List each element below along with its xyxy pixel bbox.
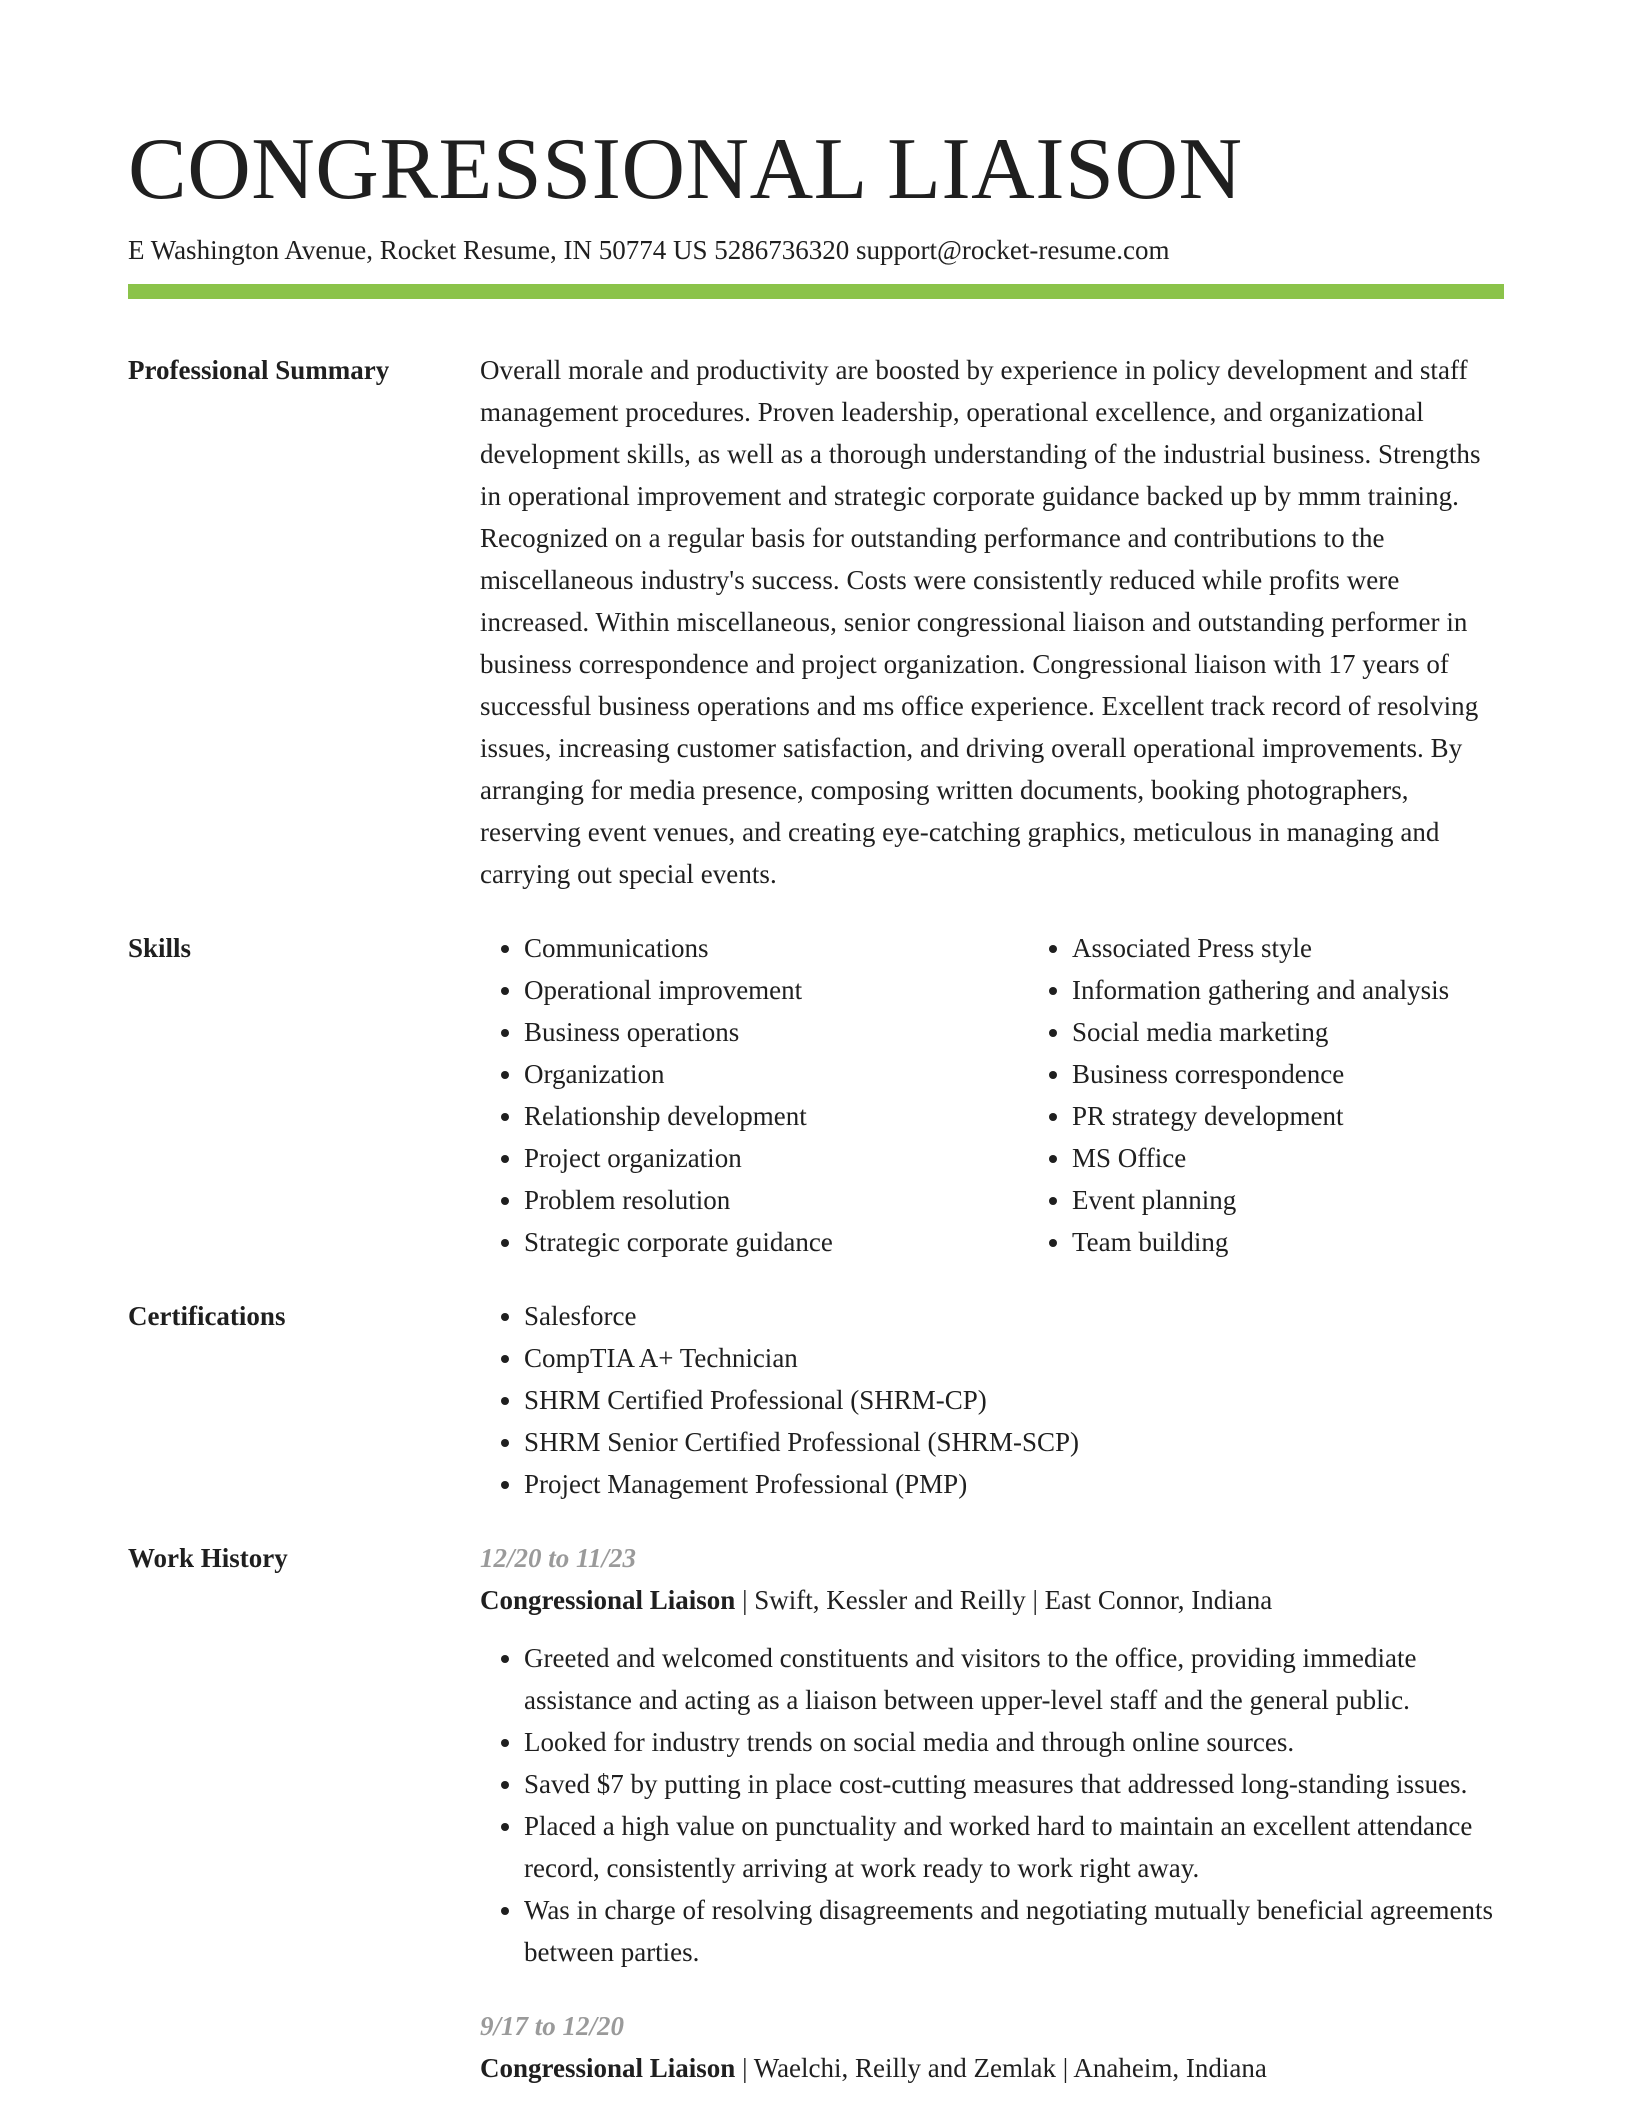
skill-item: • MS Office — [1072, 1137, 1576, 1179]
skill-item: • Strategic corporate guidance — [524, 1221, 1028, 1263]
job-details: | Waelchi, Reilly and Zemlak | Anaheim, Indiana — [735, 2053, 1267, 2083]
skill-item: • PR strategy development — [1072, 1095, 1576, 1137]
job-entry — [480, 1537, 1504, 1973]
job-bullet: • Looked for industry trends on social media and through online sources. — [524, 1721, 1504, 1763]
job-entry — [480, 2005, 1504, 2089]
header-divider — [128, 284, 1504, 299]
resume-page — [128, 118, 1504, 2089]
job-bullets — [480, 1637, 1504, 1973]
job-bullet: • Placed a high value on punctuality and worked hard to maintain an excellent attendance record, consistently arriving at work ready to work right away. — [524, 1805, 1504, 1889]
summary-body — [480, 349, 1504, 895]
skills-columns — [480, 927, 1576, 1263]
skill-item: • Communications — [524, 927, 1028, 969]
job-title-line — [480, 2047, 1504, 2089]
certifications-list — [480, 1295, 1504, 1505]
certification-item: • CompTIA A+ Technician — [524, 1337, 1504, 1379]
section-label-summary: Professional Summary — [128, 355, 390, 385]
skill-item: • Relationship development — [524, 1095, 1028, 1137]
skill-item: • Event planning — [1072, 1179, 1576, 1221]
certification-item: • Project Management Professional (PMP) — [524, 1463, 1504, 1505]
certifications-body — [480, 1295, 1504, 1505]
skill-item: • Business operations — [524, 1011, 1028, 1053]
section-label-skills: Skills — [128, 933, 192, 963]
skills-list-left — [480, 927, 1028, 1263]
skill-item: • Organization — [524, 1053, 1028, 1095]
skill-item: • Social media marketing — [1072, 1011, 1576, 1053]
job-dates: 9/17 to 12/20 — [480, 2011, 625, 2041]
skill-item: • Operational improvement — [524, 969, 1028, 1011]
skills-section — [128, 927, 1504, 1263]
skill-item: • Information gathering and analysis — [1072, 969, 1576, 1011]
resume-name: CONGRESSIONAL LIAISON — [128, 121, 1243, 218]
work-history-section — [128, 1537, 1504, 2089]
job-title-line — [480, 1579, 1504, 1621]
job-title: Congressional Liaison — [480, 1585, 736, 1615]
job-bullet: • Was in charge of resolving disagreements and negotiating mutually beneficial agreements between parties. — [524, 1889, 1504, 1973]
section-label-work-history: Work History — [128, 1543, 288, 1573]
job-details: | Swift, Kessler and Reilly | East Connor, Indiana — [735, 1585, 1273, 1615]
skill-item: • Project organization — [524, 1137, 1028, 1179]
certification-item: • SHRM Certified Professional (SHRM-CP) — [524, 1379, 1504, 1421]
contact-line: E Washington Avenue, Rocket Resume, IN 50774 US 5286736320 support@rocket-resume.com — [128, 235, 1170, 265]
certification-item: • Salesforce — [524, 1295, 1504, 1337]
skill-item: • Problem resolution — [524, 1179, 1028, 1221]
professional-summary-section — [128, 349, 1504, 895]
summary-text: Overall morale and productivity are boosted by experience in policy development and staff management procedures. Proven leadership, operational excellence, and organizational development skills, as well as a thorough understanding of the industrial business. Strengths in operational improvement and strategic corporate guidance backed up by mmm training. Recognized on a regular basis for outstanding performance and contributions to the miscellaneous industry's success. Costs were consistently reduced while profits were increased. Within miscellaneous, senior congressional liaison and outstanding performer in business correspondence and project organization. Congressional liaison with 17 years of successful business operations and ms office experience. Excellent track record of resolving issues, increasing customer satisfaction, and driving overall operational improvements. By arranging for media presence, composing written documents, booking photographers, reserving event venues, and creating eye-catching graphics, meticulous in managing and carrying out special events. — [480, 355, 1481, 889]
certifications-section — [128, 1295, 1504, 1505]
job-dates: 12/20 to 11/23 — [480, 1543, 637, 1573]
certification-item: • SHRM Senior Certified Professional (SHRM-SCP) — [524, 1421, 1504, 1463]
work-history-body — [480, 1537, 1504, 2089]
section-label-certifications: Certifications — [128, 1301, 286, 1331]
job-bullet: • Saved $7 by putting in place cost-cutting measures that addressed long-standing issues. — [524, 1763, 1504, 1805]
skill-item: • Team building — [1072, 1221, 1576, 1263]
skills-list-right — [1028, 927, 1576, 1263]
skill-item: • Business correspondence — [1072, 1053, 1576, 1095]
job-bullet: • Greeted and welcomed constituents and visitors to the office, providing immediate assistance and acting as a liaison between upper-level staff and the general public. — [524, 1637, 1504, 1721]
job-title: Congressional Liaison — [480, 2053, 736, 2083]
skill-item: • Associated Press style — [1072, 927, 1576, 969]
